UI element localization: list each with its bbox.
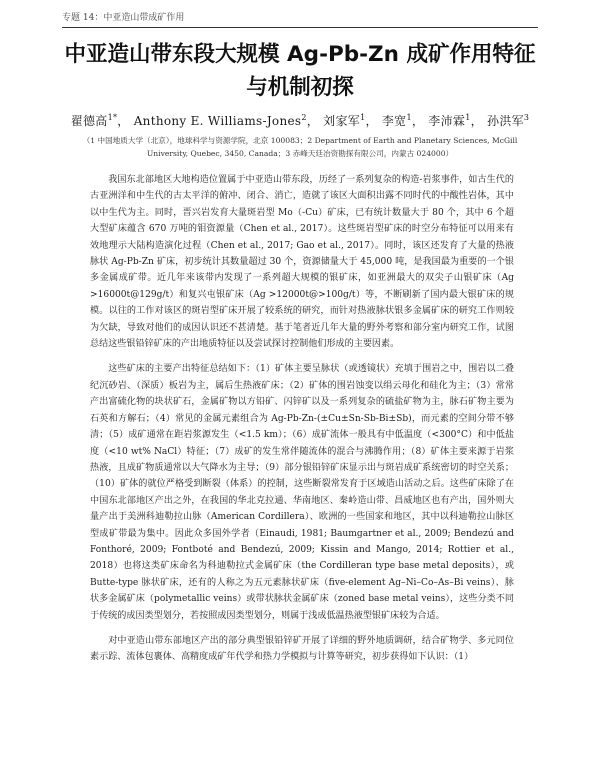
affiliation-line-1: （1 中国地质大学（北京），地球科学与资源学院，北京 100083；2 Department of Earth and Planetary Sciences, McGill: [82, 136, 518, 145]
author-3: 刘家军$^1$: [323, 113, 366, 128]
author-4: 李宽$^1$: [381, 113, 412, 128]
author-6: 孙洪军$^3$: [487, 113, 530, 128]
author-2: Anthony E. Williams-Jones$^2$: [133, 113, 307, 128]
header-rule: [62, 27, 538, 28]
paragraph-3: 对中亚造山带东部地区产出的部分典型银铅锌矿开展了详细的野外地质调研，结合矿物学、多元同位素示踪、流体包裹体、高精度成矿年代学和热力学模拟与计算等研究，初步获得如下认识：（1）: [90, 635, 514, 663]
author-1: 翟德高$^{1*}$: [70, 113, 118, 128]
running-header: 专题 14：中亚造山带成矿作用: [62, 13, 185, 23]
paragraph-1: 我国东北部地区大地构造位置属于中亚造山带东段，历经了一系列复杂的构造-岩浆事件，如古生代的古亚洲洋和中生代的古太平洋的俯冲、闭合、消亡，造就了该区大面积出露不同时代的中酸性岩体，其中以中生代为主。同时，晋兴岩发育大量斑岩型 Mo（-Cu）矿床，已有统计数量大于 80 个，其中 6 个超大型矿床蕴含 670 万吨的钼资源量（Chen et al., 2017）。这些斑岩型矿床的时空分布特征可以用来有效地理示大陆构造演化过程（Chen et al., 2017; Gao et al., 2017）。同时，该区还发育了大量的热液脉状 Ag-Pb-Zn 矿床，初步统计其数量超过 30 个，资源储量大于 45,000 吨，是我国最为重要的一个银多金属成矿带。近几年来该带内发现了一系列超大规模的银矿床，如亚洲最大的双尖子山银矿床（Ag >16000t@129g/t）和复兴屯银矿床（Ag >12000t@>100g/t）等，不断刷新了国内最大银矿床的规模。以往的工作对该区的斑岩型矿床开展了较系统的研究，而针对热液脉状银多金属矿床的研究工作则较为欠缺，导致对他们的成因认识还不甚清楚。基于笔者近几年大量的野外考察和部分室内研究工作，试图总结这些银铅锌矿床的产出地质特征以及尝试探讨控制他们形成的主要因素。: [90, 175, 514, 350]
title-line-2: 与机制初探: [246, 75, 354, 100]
author-list: 翟德高$^{1*}$， Anthony E. Williams-Jones$^2$， 刘家军$^1$， 李宽$^1$， 李沛霖$^1$， 孙洪军$^3$: [70, 113, 530, 128]
title-line-1: 中亚造山带东段大规模 Ag-Pb-Zn 成矿作用特征: [64, 42, 536, 67]
paper-title: [62, 38, 538, 104]
paragraph-2: 这些矿床的主要产出特征总结如下：（1）矿体主要呈脉状（或透镜状）充填于围岩之中，围岩以二叠纪沉砂岩、（深质）板岩为主，属后生热液矿床；（2）矿体的围岩蚀变以绢云母化和硅化为主；（3）常常产出富硫化物的块状矿石，金属矿物以方铅矿、闪锌矿以及一系列复杂的硫盐矿物为主，脉石矿物主要为石英和方解石；（4）常见的金属元素组合为 Ag-Pb-Zn-(±Cu±Sn-Sb-Bi±Sb)，而元素的空间分带不够清；（5）成矿通常在距岩浆源发生（<1.5 km）；（6）成矿流体一般具有中低温度（<300°C）和中低盐度（<10 wt% NaCl）特征；（7）成矿的发生常伴随流体的混合与沸腾作用；（8）矿体主要来源于岩浆热液，且成矿物质通常以大气降水为主导；（9）部分银铅锌矿床显示出与斑岩成矿系统密切的时空关系；（10）矿体的就位严格受到断裂（体系）的控制，这些断裂常发育于区域造山活动之后。这些矿床除了在中国东北部地区产出之外，在我国的华北克拉通、华南地区、秦岭造山带、昌威地区也有产出，国外则大量产出于美洲科迪勒拉山脉（American Cordillera）、欧洲的一些国家和地区，其中以科迪勒拉山脉区型成矿带最为集中。因此众多国外学者（Einaudi, 1981; Baumgartner et al., 2009; Bendezú and Fonthoré, 2009; Fontboté and Bendezú, 2009; Kissin and Mango, 2014; Rottier et al., 2018）也将这类矿床命名为科迪勒拉式金属矿床（the Cordilleran type base metal deposits），或 Butte-type 脉状矿床，还有的人称之为五元素脉状矿床（five-element Ag–Ni–Co–As–Bi veins）、脉状多金属矿床（polymetallic veins）或带状脉状金属矿床（zoned base metal veins），这些分类不同于传统的成因类型划分，若按照成因类型划分，则属于浅成低温热液型银矿床较为合适。: [90, 364, 514, 621]
author-5: 李沛霖$^1$: [428, 113, 471, 128]
body-text: [90, 172, 514, 675]
affiliations: [76, 134, 524, 160]
affiliation-line-2: University, Quebec, 3450, Canada；3 赤峰天廷冶资勘探有限公司，内蒙古 024000）: [146, 149, 454, 158]
